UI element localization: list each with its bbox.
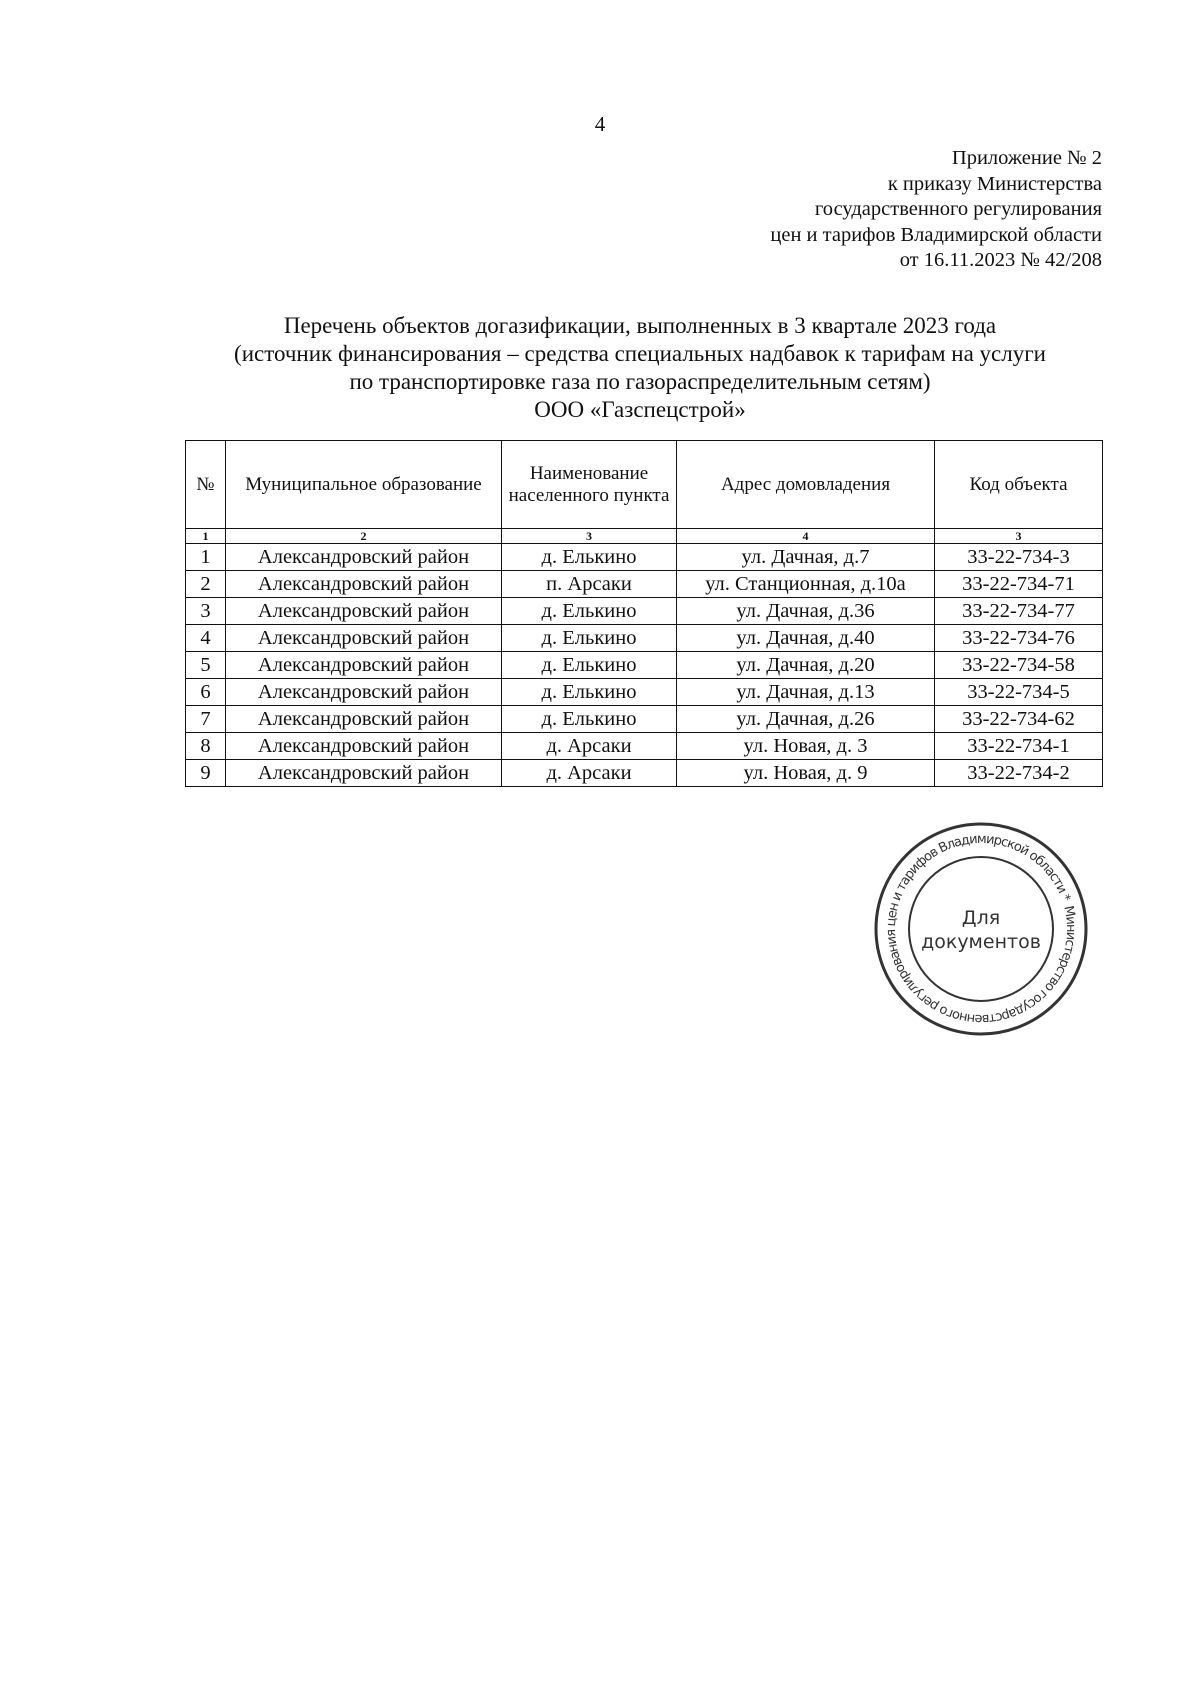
cell-settlement: д. Елькино xyxy=(502,706,677,733)
title-line: ООО «Газспецстрой» xyxy=(534,397,746,422)
column-number: 2 xyxy=(226,529,502,544)
appendix-line: к приказу Министерства xyxy=(887,172,1102,195)
header-object-code: Код объекта xyxy=(935,441,1103,529)
cell-number: 2 xyxy=(186,571,226,598)
cell-address: ул. Дачная, д.36 xyxy=(677,598,935,625)
table-row xyxy=(186,544,1103,571)
appendix-line: цен и тарифов Владимирской области xyxy=(770,223,1102,246)
table-row xyxy=(186,706,1103,733)
cell-municipality: Александровский район xyxy=(226,544,502,571)
cell-settlement: д. Елькино xyxy=(502,598,677,625)
cell-object-code: 33-22-734-2 xyxy=(935,760,1103,787)
cell-number: 6 xyxy=(186,679,226,706)
document-title xyxy=(160,312,1120,424)
cell-object-code: 33-22-734-58 xyxy=(935,652,1103,679)
cell-number: 1 xyxy=(186,544,226,571)
svg-text:Министерство государственного xyxy=(872,820,1090,1038)
cell-municipality: Александровский район xyxy=(226,760,502,787)
cell-address: ул. Станционная, д.10а xyxy=(677,571,935,598)
cell-settlement: д. Елькино xyxy=(502,652,677,679)
column-number: 1 xyxy=(186,529,226,544)
cell-settlement: д. Елькино xyxy=(502,625,677,652)
cell-number: 5 xyxy=(186,652,226,679)
cell-number: 9 xyxy=(186,760,226,787)
cell-municipality: Александровский район xyxy=(226,652,502,679)
stamp-inner-ring xyxy=(909,857,1053,1001)
cell-address: ул. Дачная, д.7 xyxy=(677,544,935,571)
cell-municipality: Александровский район xyxy=(226,571,502,598)
title-line: Перечень объектов догазификации, выполненных в 3 квартале 2023 года xyxy=(283,313,997,338)
title-line: (источник финансирования – средства специальных надбавок к тарифам на услуги xyxy=(234,341,1046,366)
cell-municipality: Александровский район xyxy=(226,733,502,760)
cell-object-code: 33-22-734-76 xyxy=(935,625,1103,652)
header-number: № xyxy=(186,441,226,529)
stamp-center-line: документов xyxy=(921,931,1041,953)
stamp-ring-text: Министерство государственного регулирования цен и тарифов Владимирской области * xyxy=(883,831,1079,1027)
cell-municipality: Александровский район xyxy=(226,706,502,733)
cell-settlement: д. Арсаки xyxy=(502,733,677,760)
cell-address: ул. Дачная, д.13 xyxy=(677,679,935,706)
cell-settlement: д. Елькино xyxy=(502,679,677,706)
header-settlement: Наименование населенного пункта xyxy=(502,441,677,529)
appendix-line: от 16.11.2023 № 42/208 xyxy=(899,249,1102,271)
cell-municipality: Александровский район xyxy=(226,679,502,706)
table-row xyxy=(186,760,1103,787)
column-number: 3 xyxy=(935,529,1103,544)
page-number: 4 xyxy=(594,112,606,136)
cell-number: 7 xyxy=(186,706,226,733)
column-number: 3 xyxy=(502,529,677,544)
cell-settlement: д. Елькино xyxy=(502,544,677,571)
cell-number: 8 xyxy=(186,733,226,760)
cell-object-code: 33-22-734-71 xyxy=(935,571,1103,598)
table-row xyxy=(186,733,1103,760)
cell-municipality: Александровский район xyxy=(226,598,502,625)
table-row xyxy=(186,625,1103,652)
stamp-center-line: Для xyxy=(961,907,1001,929)
cell-settlement: п. Арсаки xyxy=(502,571,677,598)
column-numbers-row xyxy=(186,529,1103,544)
stamp-outer-ring xyxy=(876,824,1086,1034)
appendix-line: Приложение № 2 xyxy=(951,147,1102,169)
column-number: 4 xyxy=(677,529,935,544)
cell-address: ул. Дачная, д.40 xyxy=(677,625,935,652)
cell-settlement: д. Арсаки xyxy=(502,760,677,787)
cell-number: 4 xyxy=(186,625,226,652)
header-municipality: Муниципальное образование xyxy=(226,441,502,529)
cell-object-code: 33-22-734-77 xyxy=(935,598,1103,625)
cell-number: 3 xyxy=(186,598,226,625)
objects-table xyxy=(185,440,1103,787)
cell-address: ул. Дачная, д.20 xyxy=(677,652,935,679)
table-row xyxy=(186,652,1103,679)
cell-address: ул. Новая, д. 9 xyxy=(677,760,935,787)
appendix-line: государственного регулирования xyxy=(814,198,1102,220)
cell-object-code: 33-22-734-3 xyxy=(935,544,1103,571)
table-row xyxy=(186,679,1103,706)
cell-municipality: Александровский район xyxy=(226,625,502,652)
cell-object-code: 33-22-734-62 xyxy=(935,706,1103,733)
cell-address: ул. Дачная, д.26 xyxy=(677,706,935,733)
cell-object-code: 33-22-734-5 xyxy=(935,679,1103,706)
table-header-row xyxy=(186,441,1103,529)
table-row xyxy=(186,571,1103,598)
official-stamp xyxy=(872,820,1090,1038)
title-line: по транспортировке газа по газораспределительным сетям) xyxy=(349,369,931,394)
cell-address: ул. Новая, д. 3 xyxy=(677,733,935,760)
cell-object-code: 33-22-734-1 xyxy=(935,733,1103,760)
table-row xyxy=(186,598,1103,625)
header-address: Адрес домовладения xyxy=(677,441,935,529)
appendix-reference xyxy=(770,146,1102,274)
